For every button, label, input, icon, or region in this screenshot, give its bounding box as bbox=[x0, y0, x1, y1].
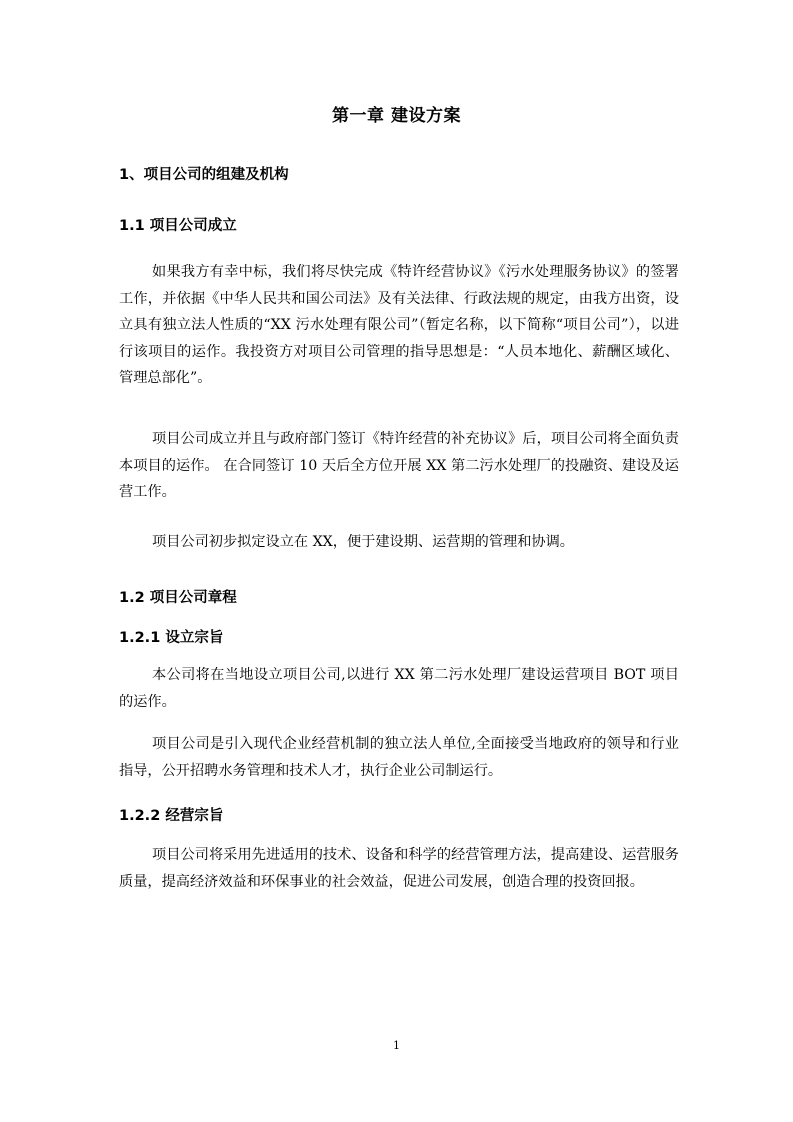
chapter-title: 第一章 建设方案 bbox=[332, 106, 461, 126]
paragraph: 如果我方有幸中标，我们将尽快完成《特许经营协议》《污水处理服务协议》的签署工作，并依据《中华人民共和国公司法》及有关法律、行政法规的规定，由我方出资，设立具有独立法人性质的“XX 污水处理有限公司”（暂定名称，以下简称“项目公司”），以进行该项目的运作。我投资方对项目公司管理的指导思想是：“人员本地化、薪酬区域化、管理总部化”。 bbox=[119, 264, 679, 386]
section-heading-1-1: 1.1 项目公司成立 bbox=[119, 218, 237, 234]
paragraph: 本公司将在当地设立项目公司,以进行 XX 第二污水处理厂建设运营项目 BOT 项目的运作。 bbox=[119, 667, 679, 710]
paragraph: 项目公司初步拟定设立在 XX，便于建设期、运营期的管理和协调。 bbox=[152, 534, 574, 550]
section-heading-1-2-2: 1.2.2 经营宗旨 bbox=[119, 808, 224, 824]
section-heading-1: 1、项目公司的组建及机构 bbox=[119, 167, 289, 183]
paragraph: 项目公司是引入现代企业经营机制的独立法人单位,全面接受当地政府的领导和行业指导，公开招聘水务管理和技术人才，执行企业公司制运行。 bbox=[119, 736, 679, 779]
paragraph: 项目公司成立并且与政府部门签订《特许经营的补充协议》后，项目公司将全面负责本项目的运作。 在合同签订 10 天后全方位开展 XX 第二污水处理厂的投融资、建设及运营工作。 bbox=[119, 431, 679, 500]
page-number: 1 bbox=[393, 1039, 400, 1052]
section-heading-1-2-1: 1.2.1 设立宗旨 bbox=[119, 630, 224, 646]
paragraph: 项目公司将采用先进适用的技术、设备和科学的经营管理方法，提高建设、运营服务质量，提高经济效益和环保事业的社会效益，促进公司发展，创造合理的投资回报。 bbox=[119, 847, 679, 890]
section-heading-1-2: 1.2 项目公司章程 bbox=[119, 590, 237, 606]
